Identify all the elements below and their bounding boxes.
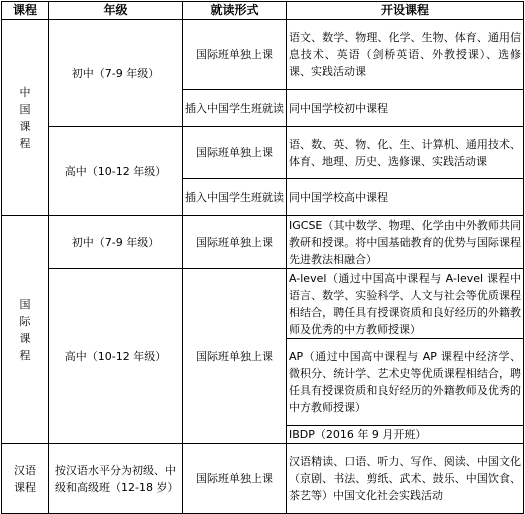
courses-cell-china-junior-insert: 同中国学校初中课程 xyxy=(287,90,524,127)
mode-cell-china-junior-insert: 插入中国学生班就读 xyxy=(183,90,287,127)
mode-cell-intl-senior: 国际班单独上课 xyxy=(183,269,287,444)
table-row xyxy=(2,444,524,514)
header-grade: 年级 xyxy=(49,2,183,20)
grade-cell-chinese: 按汉语水平分为初级、中级和高级班（12-18 岁） xyxy=(49,444,183,514)
course-cell-chinese: 汉语 课程 xyxy=(2,444,49,514)
grade-cell-china-senior: 高中（10-12 年级） xyxy=(49,127,183,216)
header-course: 课程 xyxy=(2,2,49,20)
header-mode: 就读形式 xyxy=(183,2,287,20)
mode-cell-intl-junior: 国际班单独上课 xyxy=(183,216,287,269)
courses-cell-china-senior-insert: 同中国学校高中课程 xyxy=(287,179,524,216)
courses-cell-intl-ibdp: IBDP（2016 年 9 月开班） xyxy=(287,426,524,444)
grade-cell-china-junior: 初中（7-9 年级） xyxy=(49,20,183,127)
header-offered-courses: 开设课程 xyxy=(287,2,524,20)
grade-cell-intl-junior: 初中（7-9 年级） xyxy=(49,216,183,269)
courses-cell-intl-junior: IGCSE（其中数学、物理、化学由中外教师共同教研和授课。将中国基础教育的优势与国际课程先进教法相融合） xyxy=(287,216,524,269)
course-cell-intl: 国 际 课 程 xyxy=(2,216,49,444)
courses-cell-chinese: 汉语精读、口语、听力、写作、阅读、中国文化（京剧、书法、剪纸、武术、鼓乐、中国饮食、茶艺等）中国文化社会实践活动 xyxy=(287,444,524,514)
mode-cell-china-junior-intl: 国际班单独上课 xyxy=(183,20,287,90)
courses-cell-intl-ap: AP（通过中国高中课程与 AP 课程中经济学、微积分、统计学、艺术史等优质课程相结合，聘任具有授课资质和良好经历的外籍教师及优秀的中方教师授课） xyxy=(287,339,524,426)
curriculum-table xyxy=(1,1,524,514)
header-row xyxy=(2,2,524,20)
courses-cell-china-junior-intl: 语文、数学、物理、化学、生物、体育、通用信息技术、英语（剑桥英语、外教授课）、选修课、实践活动课 xyxy=(287,20,524,90)
mode-cell-chinese: 国际班单独上课 xyxy=(183,444,287,514)
table-row xyxy=(2,127,524,179)
table-row xyxy=(2,20,524,90)
grade-cell-intl-senior: 高中（10-12 年级） xyxy=(49,269,183,444)
mode-cell-china-senior-insert: 插入中国学生班就读 xyxy=(183,179,287,216)
table-row xyxy=(2,269,524,339)
course-cell-china: 中 国 课 程 xyxy=(2,20,49,216)
mode-cell-china-senior-intl: 国际班单独上课 xyxy=(183,127,287,179)
courses-cell-china-senior-intl: 语、数、英、物、化、生、计算机、通用技术、体育、地理、历史、选修课、实践活动课 xyxy=(287,127,524,179)
courses-cell-intl-alevel: A-level（通过中国高中课程与 A-level 课程中语言、数学、实验科学、人文与社会等优质课程相结合，聘任具有授课资质和良好经历的外籍教师及优秀的中方教师授课） xyxy=(287,269,524,339)
table-row xyxy=(2,216,524,269)
